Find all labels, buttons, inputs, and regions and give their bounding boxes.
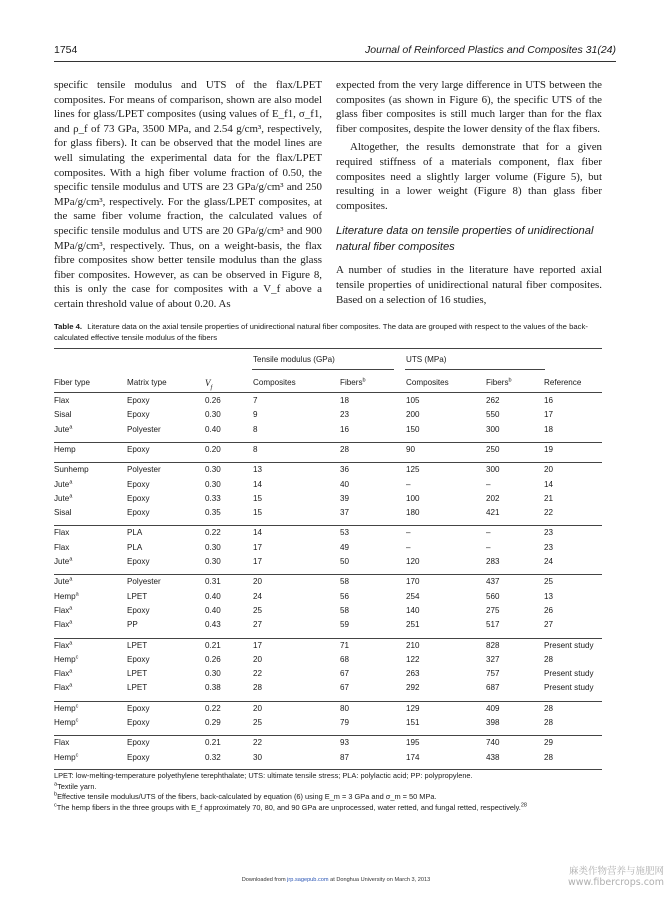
cell-uts-f: – bbox=[486, 542, 491, 552]
table-caption bbox=[54, 321, 602, 343]
cell-mod-f: 36 bbox=[340, 465, 350, 475]
cell-mod-c: 25 bbox=[253, 718, 263, 727]
cell-fiber: Jute$^a$ bbox=[54, 423, 73, 434]
cell-mod-f: 79 bbox=[340, 718, 350, 727]
cell-vf: 0.22 bbox=[205, 528, 221, 538]
group-divider bbox=[54, 525, 602, 526]
cell-uts-c: 263 bbox=[406, 669, 420, 679]
cell-mod-f: 67 bbox=[340, 669, 350, 679]
cell-fiber: Sisal bbox=[54, 410, 72, 420]
cell-uts-c: 150 bbox=[406, 424, 420, 434]
table-row bbox=[54, 396, 602, 410]
right-paragraph-1: expected from the very large difference in UTS between the composites (as shown in Figure 6), the specific UTS of the glass fiber composites is still much larger than for the flax fiber composites, despite the lower density of the flax fibers. bbox=[336, 79, 602, 135]
watermark: 麻类作物营养与施肥网 www.fibercrops.com bbox=[567, 866, 664, 888]
table-top-rule bbox=[54, 348, 602, 349]
cell-matrix: LPET bbox=[127, 683, 148, 693]
cell-matrix: Epoxy bbox=[127, 557, 150, 566]
cell-uts-f: 300 bbox=[486, 424, 500, 434]
cell-mod-f: 58 bbox=[340, 577, 350, 587]
table-row bbox=[54, 480, 602, 494]
cell-uts-f: 828 bbox=[486, 640, 500, 650]
group-divider bbox=[54, 574, 602, 575]
cell-ref: 23 bbox=[544, 542, 554, 552]
cell-mod-f: 80 bbox=[340, 703, 350, 713]
table-row bbox=[54, 753, 602, 767]
note-a: $^a$Textile yarn. bbox=[54, 781, 97, 791]
table-row bbox=[54, 655, 602, 669]
cell-uts-c: 174 bbox=[406, 752, 420, 762]
table-row bbox=[54, 465, 602, 479]
table-header-rule bbox=[54, 392, 602, 393]
cell-uts-f: 300 bbox=[486, 465, 500, 475]
cell-vf: 0.30 bbox=[205, 479, 221, 489]
cell-mod-c: 7 bbox=[253, 396, 258, 405]
cell-uts-c: 140 bbox=[406, 605, 420, 615]
cell-ref: 18 bbox=[544, 424, 554, 434]
cell-fiber: Hemp bbox=[54, 444, 76, 454]
col-fiber-type: Fiber type bbox=[54, 378, 90, 387]
cell-uts-f: 687 bbox=[486, 683, 500, 693]
header-tensile-modulus: Tensile modulus (GPa) bbox=[253, 355, 335, 364]
cell-mod-c: 15 bbox=[253, 493, 263, 503]
col-reference: Reference bbox=[544, 378, 582, 387]
cell-mod-f: 18 bbox=[340, 396, 350, 405]
cell-mod-f: 67 bbox=[340, 683, 350, 693]
cell-matrix: PLA bbox=[127, 542, 143, 552]
cell-matrix: LPET bbox=[127, 669, 148, 679]
table-row bbox=[54, 425, 602, 439]
cell-vf: 0.35 bbox=[205, 508, 221, 518]
cell-mod-f: 58 bbox=[340, 605, 350, 615]
cell-vf: 0.21 bbox=[205, 640, 221, 650]
cell-uts-c: 90 bbox=[406, 444, 416, 454]
cell-uts-f: 517 bbox=[486, 620, 500, 630]
cell-matrix: Epoxy bbox=[127, 493, 150, 503]
cell-matrix: Epoxy bbox=[127, 396, 150, 405]
cell-mod-c: 22 bbox=[253, 669, 263, 679]
cell-vf: 0.31 bbox=[205, 577, 221, 587]
cell-matrix: PP bbox=[127, 620, 138, 630]
cell-mod-c: 20 bbox=[253, 703, 263, 713]
cell-uts-c: 125 bbox=[406, 465, 420, 475]
cell-matrix: Polyester bbox=[127, 577, 161, 587]
cell-fiber: Flax bbox=[54, 396, 70, 405]
col-fibers-uts: Fibers$^b$ bbox=[486, 377, 512, 387]
cell-vf: 0.22 bbox=[205, 703, 221, 713]
cell-matrix: Epoxy bbox=[127, 508, 150, 518]
cell-vf: 0.30 bbox=[205, 410, 221, 420]
cell-fiber: Hemp$^a$ bbox=[54, 590, 79, 601]
cell-matrix: Epoxy bbox=[127, 738, 150, 748]
table-row bbox=[54, 494, 602, 508]
cell-matrix: Epoxy bbox=[127, 654, 150, 664]
group-divider bbox=[54, 638, 602, 639]
cell-mod-c: 20 bbox=[253, 577, 263, 587]
cell-uts-f: 327 bbox=[486, 654, 500, 664]
col-composites-uts: Composites bbox=[406, 378, 449, 387]
table-caption-text: Literature data on the axial tensile properties of unidirectional natural fiber composites. The data are grouped with respect to the values of the back-calculated effective tensile modulus of the fibers bbox=[54, 322, 588, 342]
cell-fiber: Jute$^a$ bbox=[54, 478, 73, 489]
cell-vf: 0.40 bbox=[205, 591, 221, 601]
table-row bbox=[54, 738, 602, 752]
table-row bbox=[54, 577, 602, 591]
cell-mod-f: 71 bbox=[340, 640, 350, 650]
group-divider bbox=[54, 442, 602, 443]
cell-mod-f: 23 bbox=[340, 410, 350, 420]
cell-matrix: Epoxy bbox=[127, 479, 150, 489]
table-row bbox=[54, 445, 602, 459]
cell-mod-f: 37 bbox=[340, 508, 350, 518]
cell-mod-c: 9 bbox=[253, 410, 258, 420]
cell-fiber: Hemp$^c$ bbox=[54, 751, 79, 762]
cell-uts-c: 200 bbox=[406, 410, 420, 420]
cell-uts-f: 437 bbox=[486, 577, 500, 587]
cell-uts-c: – bbox=[406, 528, 411, 538]
cell-ref: 24 bbox=[544, 557, 554, 566]
cell-matrix: Epoxy bbox=[127, 703, 150, 713]
cell-fiber: Flax$^a$ bbox=[54, 619, 73, 630]
cell-uts-f: 202 bbox=[486, 493, 500, 503]
cell-matrix: Epoxy bbox=[127, 410, 150, 420]
cell-mod-c: 28 bbox=[253, 683, 263, 693]
group-divider bbox=[54, 735, 602, 736]
cell-uts-c: 195 bbox=[406, 738, 420, 748]
header-uts: UTS (MPa) bbox=[406, 355, 447, 364]
cell-vf: 0.30 bbox=[205, 542, 221, 552]
cell-matrix: LPET bbox=[127, 591, 148, 601]
cell-vf: 0.33 bbox=[205, 493, 221, 503]
left-column bbox=[54, 78, 322, 312]
cell-uts-f: 438 bbox=[486, 752, 500, 762]
journal-title: Journal of Reinforced Plastics and Composites 31(24) bbox=[365, 44, 616, 56]
table-row bbox=[54, 704, 602, 718]
cell-uts-c: 180 bbox=[406, 508, 420, 518]
table-row bbox=[54, 592, 602, 606]
cell-uts-f: 409 bbox=[486, 703, 500, 713]
col-composites-modulus: Composites bbox=[253, 378, 296, 387]
cell-mod-c: 14 bbox=[253, 528, 263, 538]
cell-ref: 17 bbox=[544, 410, 554, 420]
cell-ref: 28 bbox=[544, 703, 554, 713]
cell-matrix: LPET bbox=[127, 640, 148, 650]
cell-ref: 25 bbox=[544, 577, 554, 587]
cell-vf: 0.30 bbox=[205, 557, 221, 566]
table-row bbox=[54, 557, 602, 571]
cell-vf: 0.26 bbox=[205, 396, 221, 405]
cell-vf: 0.40 bbox=[205, 424, 221, 434]
cell-matrix: Epoxy bbox=[127, 752, 150, 762]
download-footer: Downloaded from jrp.sagepub.com at Donghua University on March 3, 2013 bbox=[241, 877, 431, 883]
cell-uts-c: – bbox=[406, 479, 411, 489]
cell-matrix: Polyester bbox=[127, 465, 161, 475]
cell-fiber: Hemp$^c$ bbox=[54, 717, 79, 727]
table-label: Table 4. bbox=[54, 322, 83, 331]
cell-mod-c: 17 bbox=[253, 557, 263, 566]
cell-mod-f: 93 bbox=[340, 738, 350, 748]
group-divider bbox=[54, 701, 602, 702]
cell-ref: 16 bbox=[544, 396, 554, 405]
header-rule bbox=[54, 61, 616, 62]
cell-vf: 0.20 bbox=[205, 444, 221, 454]
cell-uts-c: 129 bbox=[406, 703, 420, 713]
cell-ref: 26 bbox=[544, 605, 554, 615]
cell-vf: 0.43 bbox=[205, 620, 221, 630]
cell-vf: 0.21 bbox=[205, 738, 221, 748]
table-row bbox=[54, 683, 602, 697]
cell-vf: 0.30 bbox=[205, 669, 221, 679]
cell-mod-c: 8 bbox=[253, 424, 258, 434]
cell-vf: 0.38 bbox=[205, 683, 221, 693]
col-vf: $V_f$ bbox=[205, 378, 213, 391]
cell-ref: 29 bbox=[544, 738, 554, 748]
page-number: 1754 bbox=[54, 44, 78, 56]
cell-ref: Present study bbox=[544, 669, 594, 679]
table-bottom-rule bbox=[54, 769, 602, 770]
cell-ref: Present study bbox=[544, 683, 594, 693]
cell-fiber: Jute$^a$ bbox=[54, 576, 73, 587]
cell-fiber: Flax bbox=[54, 738, 70, 748]
right-paragraph-2: Altogether, the results demonstrate that for a given required stiffness of a materials component, flax fiber composites need a slightly larger volume (Figure 5), but resulting in a lower weight (Figure 8) than glass fiber composites. bbox=[336, 141, 602, 212]
cell-ref: 20 bbox=[544, 465, 554, 475]
cell-uts-f: – bbox=[486, 479, 491, 489]
cell-matrix: Epoxy bbox=[127, 444, 150, 454]
cell-mod-f: 28 bbox=[340, 444, 350, 454]
cell-vf: 0.32 bbox=[205, 752, 221, 762]
cell-mod-f: 68 bbox=[340, 654, 350, 664]
table-row bbox=[54, 718, 602, 732]
cell-fiber: Sisal bbox=[54, 508, 72, 518]
cell-matrix: Epoxy bbox=[127, 718, 150, 727]
cell-fiber: Sunhemp bbox=[54, 465, 89, 475]
cell-fiber: Jute$^a$ bbox=[54, 493, 73, 503]
cell-ref: 23 bbox=[544, 528, 554, 538]
cell-fiber: Flax$^a$ bbox=[54, 682, 73, 693]
cell-ref: 28 bbox=[544, 752, 554, 762]
cell-fiber: Flax$^a$ bbox=[54, 639, 73, 650]
table-row bbox=[54, 669, 602, 683]
cell-uts-c: 120 bbox=[406, 557, 420, 566]
cell-uts-c: 100 bbox=[406, 493, 420, 503]
cell-uts-c: – bbox=[406, 542, 411, 552]
cell-ref: 19 bbox=[544, 444, 554, 454]
cell-vf: 0.40 bbox=[205, 605, 221, 615]
group-divider bbox=[54, 462, 602, 463]
cell-uts-c: 105 bbox=[406, 396, 420, 405]
cell-mod-c: 13 bbox=[253, 465, 263, 475]
table-row bbox=[54, 528, 602, 542]
note-c: $^c$The hemp fibers in the three groups with E_f approximately 70, 80, and 90 GPa are unprocessed, water retted, and fungal retted, respectively.$^{28}$ bbox=[54, 802, 527, 812]
cell-mod-f: 40 bbox=[340, 479, 350, 489]
group-rule-modulus bbox=[252, 369, 394, 370]
cell-ref: 13 bbox=[544, 591, 554, 601]
cell-mod-c: 20 bbox=[253, 654, 263, 664]
cell-ref: Present study bbox=[544, 640, 594, 650]
footer-link[interactable]: jrp.sagepub.com bbox=[287, 877, 329, 883]
cell-ref: 21 bbox=[544, 493, 554, 503]
note-b: $^b$Effective tensile modulus/UTS of the fibers, back-calculated by equation (6) using E_m = 3 GPa and σ_m = 50 MPa. bbox=[54, 791, 437, 802]
group-rule-uts bbox=[405, 369, 545, 370]
cell-fiber: Flax bbox=[54, 528, 70, 538]
cell-uts-c: 210 bbox=[406, 640, 420, 650]
cell-ref: 14 bbox=[544, 479, 554, 489]
table-row bbox=[54, 508, 602, 522]
cell-uts-f: 283 bbox=[486, 557, 500, 566]
cell-vf: 0.29 bbox=[205, 718, 221, 727]
cell-ref: 28 bbox=[544, 654, 554, 664]
cell-mod-c: 14 bbox=[253, 479, 263, 489]
cell-mod-c: 17 bbox=[253, 542, 263, 552]
cell-fiber: Jute$^a$ bbox=[54, 556, 73, 566]
cell-mod-c: 27 bbox=[253, 620, 263, 630]
cell-fiber: Hemp$^c$ bbox=[54, 703, 79, 713]
cell-mod-f: 53 bbox=[340, 528, 350, 538]
cell-matrix: Epoxy bbox=[127, 605, 150, 615]
cell-uts-c: 292 bbox=[406, 683, 420, 693]
cell-uts-c: 122 bbox=[406, 654, 420, 664]
cell-uts-f: 740 bbox=[486, 738, 500, 748]
cell-matrix: PLA bbox=[127, 528, 143, 538]
cell-uts-f: 560 bbox=[486, 591, 500, 601]
right-column bbox=[336, 78, 602, 307]
right-paragraph-3: A number of studies in the literature have reported axial tensile properties of unidirectional natural fiber composites. Based on a selection of 16 studies, bbox=[336, 264, 602, 306]
cell-ref: 27 bbox=[544, 620, 554, 630]
cell-fiber: Hemp$^c$ bbox=[54, 654, 79, 664]
cell-mod-c: 30 bbox=[253, 752, 263, 762]
table-row bbox=[54, 543, 602, 557]
cell-ref: 22 bbox=[544, 508, 554, 518]
cell-fiber: Flax$^a$ bbox=[54, 668, 73, 679]
cell-vf: 0.26 bbox=[205, 654, 221, 664]
cell-mod-c: 24 bbox=[253, 591, 263, 601]
cell-mod-f: 59 bbox=[340, 620, 350, 630]
cell-uts-f: 550 bbox=[486, 410, 500, 420]
cell-mod-f: 56 bbox=[340, 591, 350, 601]
cell-uts-f: 262 bbox=[486, 396, 500, 405]
cell-mod-f: 49 bbox=[340, 542, 350, 552]
col-matrix-type: Matrix type bbox=[127, 378, 167, 387]
cell-uts-f: 275 bbox=[486, 605, 500, 615]
table-row bbox=[54, 606, 602, 620]
cell-fiber: Flax bbox=[54, 542, 70, 552]
cell-uts-f: 421 bbox=[486, 508, 500, 518]
table-notes bbox=[54, 771, 614, 813]
cell-mod-c: 22 bbox=[253, 738, 263, 748]
cell-mod-f: 16 bbox=[340, 424, 350, 434]
cell-uts-f: 757 bbox=[486, 669, 500, 679]
cell-mod-f: 87 bbox=[340, 752, 350, 762]
cell-uts-c: 170 bbox=[406, 577, 420, 587]
cell-mod-c: 25 bbox=[253, 605, 263, 615]
cell-mod-c: 15 bbox=[253, 508, 263, 518]
cell-matrix: Polyester bbox=[127, 424, 161, 434]
cell-vf: 0.30 bbox=[205, 465, 221, 475]
cell-uts-c: 254 bbox=[406, 591, 420, 601]
cell-mod-c: 8 bbox=[253, 444, 258, 454]
table-row bbox=[54, 620, 602, 634]
note-abbreviations: LPET: low-melting-temperature polyethylene terephthalate; UTS: ultimate tensile stress; PLA: polylactic acid; PP: polypropylene. bbox=[54, 771, 473, 780]
cell-uts-f: 250 bbox=[486, 444, 500, 454]
cell-uts-c: 251 bbox=[406, 620, 420, 630]
cell-uts-f: – bbox=[486, 528, 491, 538]
left-paragraph: specific tensile modulus and UTS of the flax/LPET composites. For means of comparison, shown are also model lines for glass/LPET composites (using values of E_f1, σ_f1, and ρ_f of 73 GPa, 3500 MPa, and 2.54 g/cm³, respectively, for glass fibers). It can be observed that the model lines are well simulating the experimental data for the flax/LPET composites. With a high fiber volume fraction of 0.50, the specific tensile modulus and UTS are 23 GPa/g/cm³ and 250 MPa/g/cm³, respectively. For the glass/LPET composites, at the same fiber volume fraction, the calculated values of specific tensile modulus and UTS are 20 GPa/g/cm³ and 900 MPa/g/cm³, respectively. Thus, on a weight-basis, the flax fibre composites show better tensile modulus than the glass fiber composites. However, as can be observed in Figure 8, this is only the case for composites with a V_f above a certain threshold value of about 0.20. As bbox=[54, 79, 322, 310]
col-fibers-modulus: Fibers$^b$ bbox=[340, 377, 366, 387]
table-row bbox=[54, 410, 602, 424]
section-heading: Literature data on tensile properties of unidirectional natural fiber composites bbox=[336, 225, 594, 254]
cell-mod-f: 50 bbox=[340, 557, 350, 566]
cell-ref: 28 bbox=[544, 718, 554, 727]
cell-uts-f: 398 bbox=[486, 718, 500, 727]
table-row bbox=[54, 641, 602, 655]
cell-fiber: Flax$^a$ bbox=[54, 605, 73, 615]
cell-mod-f: 39 bbox=[340, 493, 350, 503]
cell-uts-c: 151 bbox=[406, 718, 420, 727]
cell-mod-c: 17 bbox=[253, 640, 263, 650]
